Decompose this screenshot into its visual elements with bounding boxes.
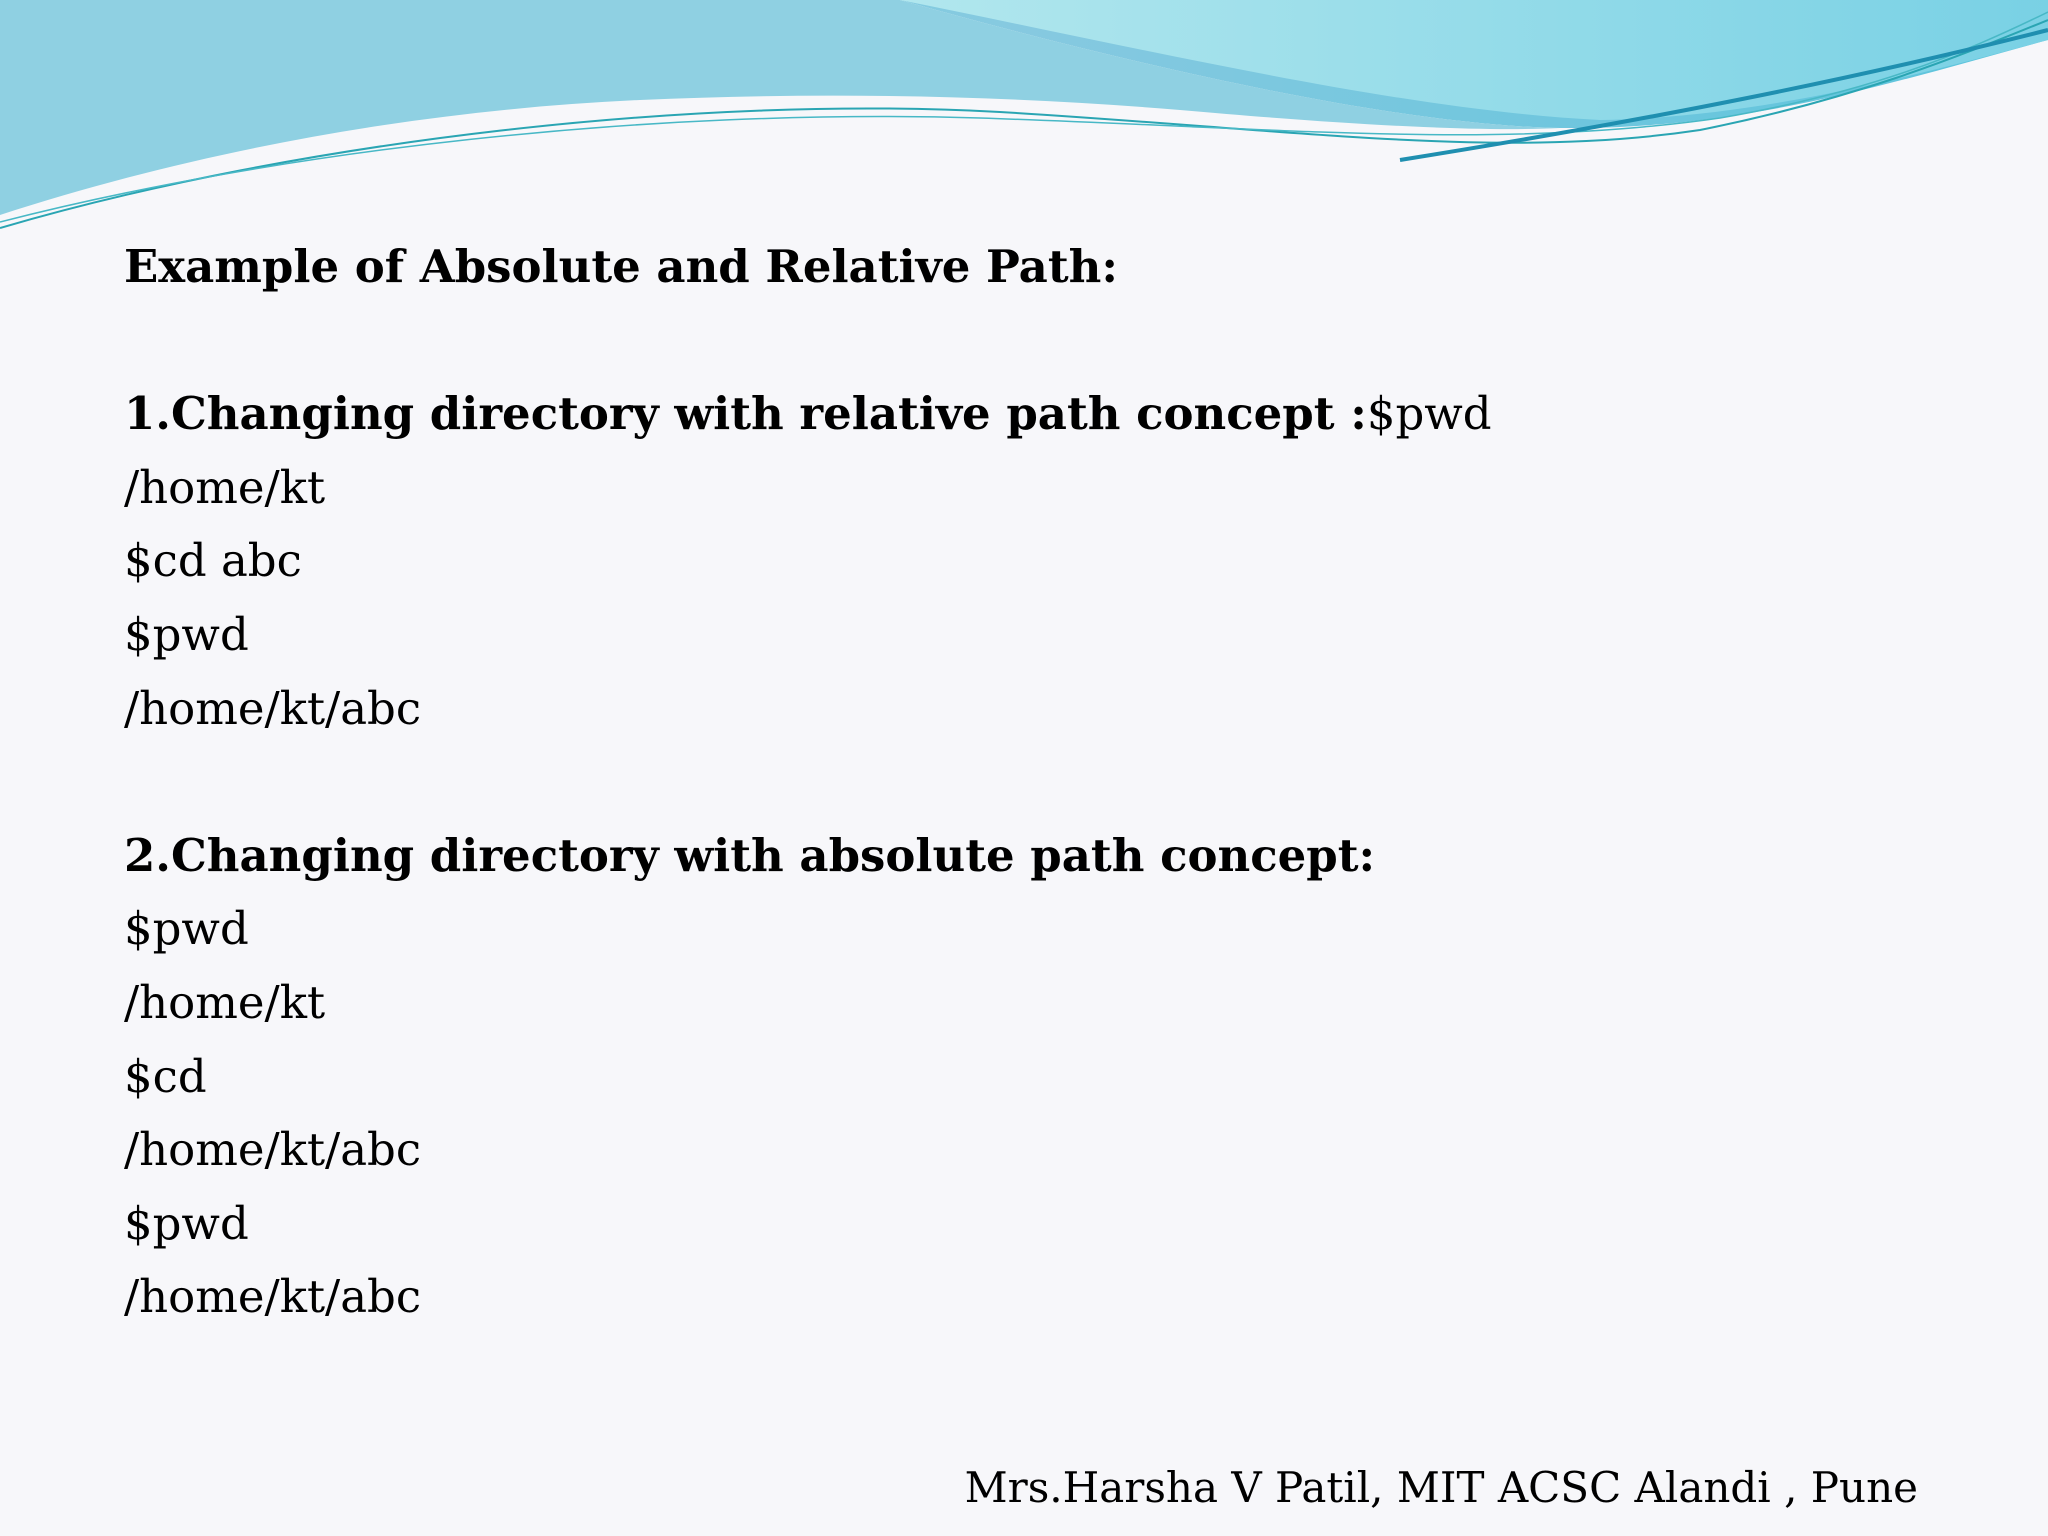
section2-line: $pwd xyxy=(124,902,249,956)
section2-line: $pwd xyxy=(124,1196,249,1250)
section1-heading: 1.Changing directory with relative path concept : xyxy=(124,387,1367,441)
section1-line: /home/kt/abc xyxy=(124,681,422,735)
section1-heading-line xyxy=(124,377,1924,451)
header-wave-decoration xyxy=(0,0,2048,240)
slide-title: Example of Absolute and Relative Path: xyxy=(124,240,1118,293)
slide-footer: Mrs.Harsha V Patil, MIT ACSC Alandi , Pune xyxy=(964,1463,1918,1512)
spacer xyxy=(124,304,1924,378)
section1-heading-suffix: $pwd xyxy=(1366,387,1492,441)
spacer xyxy=(124,745,1924,819)
section2-line: /home/kt xyxy=(124,975,326,1029)
slide-body xyxy=(124,230,1924,1334)
section2-line: $cd xyxy=(124,1049,207,1103)
section1-line: /home/kt xyxy=(124,460,326,514)
section2-line: /home/kt/abc xyxy=(124,1270,422,1324)
section1-line: $pwd xyxy=(124,607,249,661)
section1-line: $cd abc xyxy=(124,534,302,588)
section2-heading: 2.Changing directory with absolute path concept: xyxy=(124,828,1376,882)
section2-line: /home/kt/abc xyxy=(124,1123,422,1177)
